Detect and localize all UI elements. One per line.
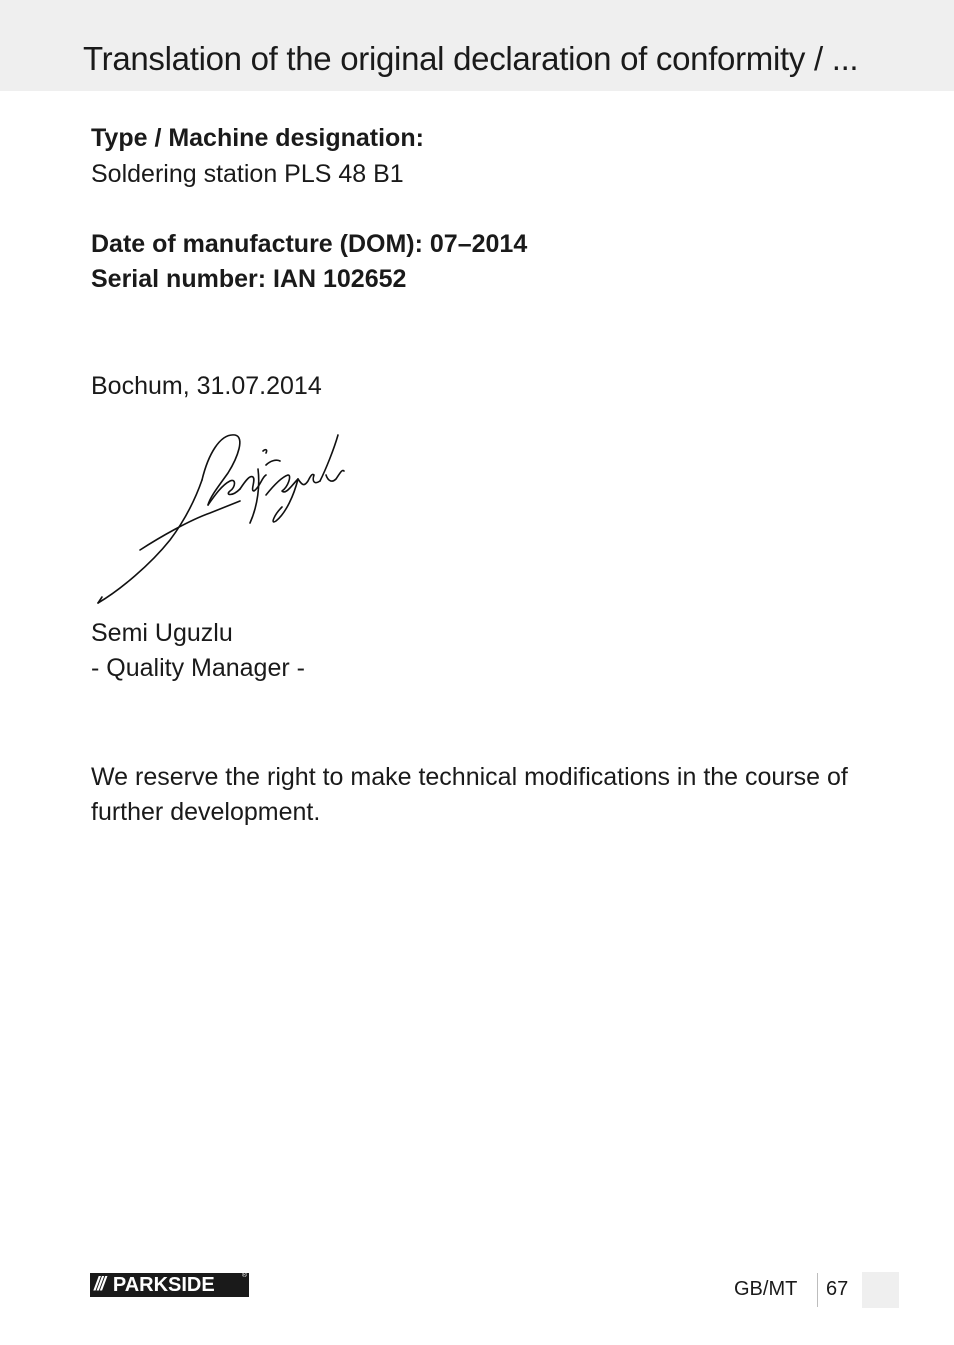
machine-designation-label: Type / Machine designation: [91, 124, 424, 152]
signatory-name: Semi Uguzlu [91, 619, 233, 647]
parkside-logo [90, 1273, 249, 1297]
logo-text: PARKSIDE [112, 1273, 215, 1296]
manufacture-date: Date of manufacture (DOM): 07–2014 [91, 230, 528, 258]
footer-language: GB/MT [734, 1278, 798, 1300]
signature [90, 425, 350, 610]
machine-designation-value: Soldering station PLS 48 B1 [91, 160, 404, 188]
page-title: Translation of the original declaration of conformity / ... [83, 40, 859, 77]
registered-mark: ® [241, 1272, 247, 1279]
footer-divider [817, 1273, 818, 1307]
logo-slashes: /// [94, 1274, 104, 1295]
place-date: Bochum, 31.07.2014 [91, 372, 322, 400]
serial-number: Serial number: IAN 102652 [91, 265, 407, 293]
signatory-role: - Quality Manager - [91, 654, 305, 682]
footer-tab-marker [862, 1272, 899, 1308]
modification-notice: We reserve the right to make technical modifications in the course of further development. [91, 763, 848, 826]
page-number: 67 [826, 1278, 849, 1300]
